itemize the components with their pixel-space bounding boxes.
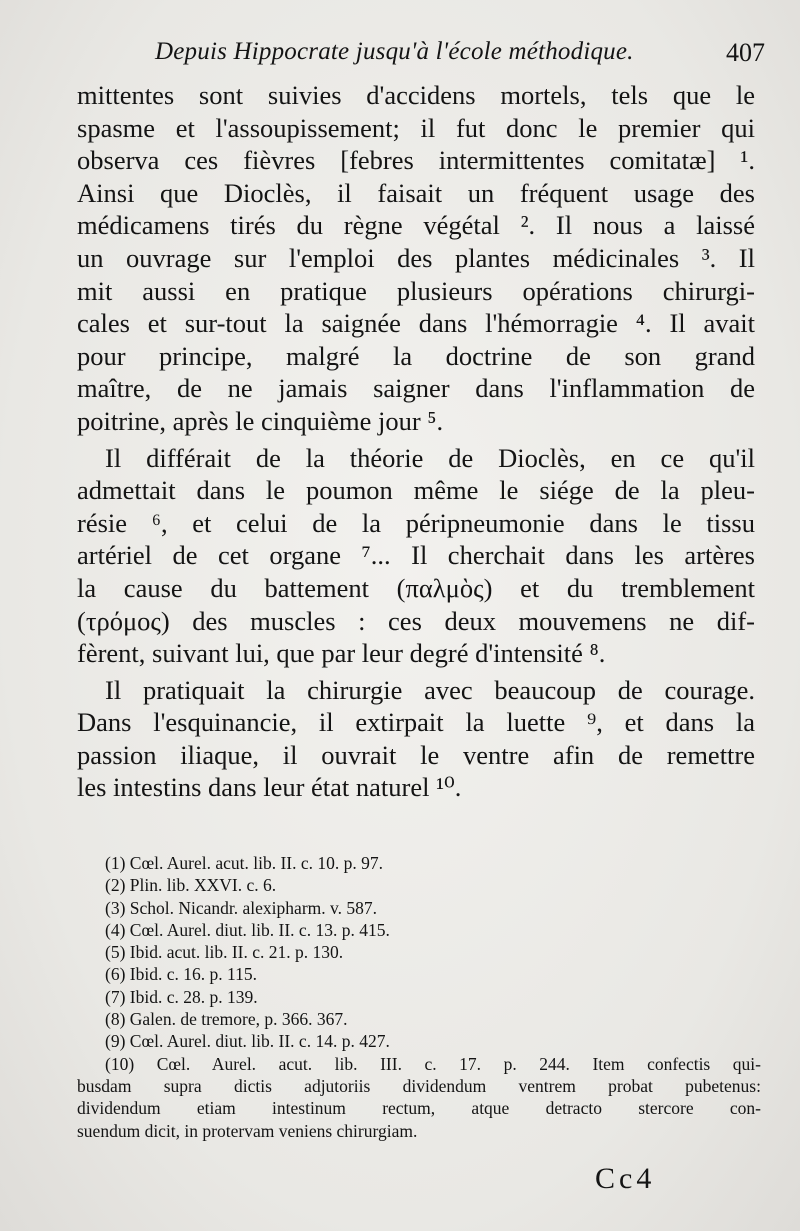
text-line: fèrent, suivant lui, que par leur degré d'intensité ⁸. — [77, 638, 606, 669]
text-line: résie ⁶, et celui de la péripneumonie dans le tissu — [77, 507, 755, 538]
text-line: médicamens tirés du règne végétal ². Il nous a laissé — [77, 210, 755, 241]
footnotes — [77, 852, 761, 1142]
footnote: (3) Schol. Nicandr. alexipharm. v. 587. — [105, 897, 377, 918]
printer-signature: Cc4 — [595, 1162, 656, 1195]
text-line: la cause du battement (παλμὸς) et du tremblement — [77, 572, 755, 603]
text-line: passion iliaque, il ouvrait le ventre afin de remettre — [77, 739, 755, 770]
footnote: (9) Cœl. Aurel. diut. lib. II. c. 14. p. 427. — [105, 1031, 390, 1052]
text-line: pour principe, malgré la doctrine de son grand — [77, 340, 755, 371]
footnote-continuation: suendum dicit, in protervam veniens chirurgiam. — [77, 1120, 418, 1141]
footnote: (6) Ibid. c. 16. p. 115. — [105, 964, 257, 985]
text-line: Ainsi que Dioclès, il faisait un fréquent usage des — [77, 177, 755, 208]
text-line: admettait dans le poumon même le siége de la pleu- — [77, 475, 755, 506]
text-line: Il pratiquait la chirurgie avec beaucoup de courage. — [105, 674, 755, 705]
footnote-continuation: dividendum etiam intestinum rectum, atque detracto stercore con- — [77, 1098, 761, 1119]
text-line: Il différait de la théorie de Dioclès, en ce qu'il — [105, 442, 755, 473]
footnote: (1) Cœl. Aurel. acut. lib. II. c. 10. p. 97. — [105, 853, 384, 873]
text-line: poitrine, après le cinquième jour ⁵. — [77, 405, 444, 436]
text-line: Dans l'esquinancie, il extirpait la luette ⁹, et dans la — [77, 707, 755, 738]
running-head: Depuis Hippocrate jusqu'à l'école méthodique. — [155, 38, 634, 65]
page-header — [155, 38, 765, 78]
footnote: (8) Galen. de tremore, p. 366. 367. — [105, 1009, 348, 1030]
footnote: (5) Ibid. acut. lib. II. c. 21. p. 130. — [105, 942, 344, 963]
text-line: mit aussi en pratique plusieurs opérations chirurgi- — [77, 275, 755, 306]
text-line: les intestins dans leur état naturel ¹⁰. — [77, 772, 462, 803]
footnote-continuation: busdam supra dictis adjutoriis dividendum ventrem probat pubetenus: — [77, 1075, 761, 1096]
body-text — [77, 79, 755, 804]
text-line: maître, de ne jamais saigner dans l'inflammation de — [77, 373, 755, 404]
text-line: cales et sur-tout la saignée dans l'hémorragie ⁴. Il avait — [77, 308, 755, 339]
footnote: (4) Cœl. Aurel. diut. lib. II. c. 13. p. 415. — [105, 919, 390, 940]
footnote: (10) Cœl. Aurel. acut. lib. III. c. 17. p. 244. Item confectis qui- — [105, 1053, 761, 1074]
footnote: (7) Ibid. c. 28. p. 139. — [105, 986, 258, 1007]
text-line: artériel de cet organe ⁷... Il cherchait dans les artères — [77, 540, 755, 571]
page-number: 407 — [726, 38, 765, 67]
text-line: un ouvrage sur l'emploi des plantes médicinales ³. Il — [77, 242, 755, 273]
text-line: (τρόμος) des muscles : ces deux mouvemens ne dif- — [77, 605, 755, 636]
text-line: spasme et l'assoupissement; il fut donc le premier qui — [77, 112, 755, 143]
text-line: observa ces fièvres [febres intermittentes comitatæ] ¹. — [77, 145, 755, 176]
text-line: mittentes sont suivies d'accidens mortels, tels que le — [77, 80, 755, 110]
footnote: (2) Plin. lib. XXVI. c. 6. — [105, 875, 277, 896]
